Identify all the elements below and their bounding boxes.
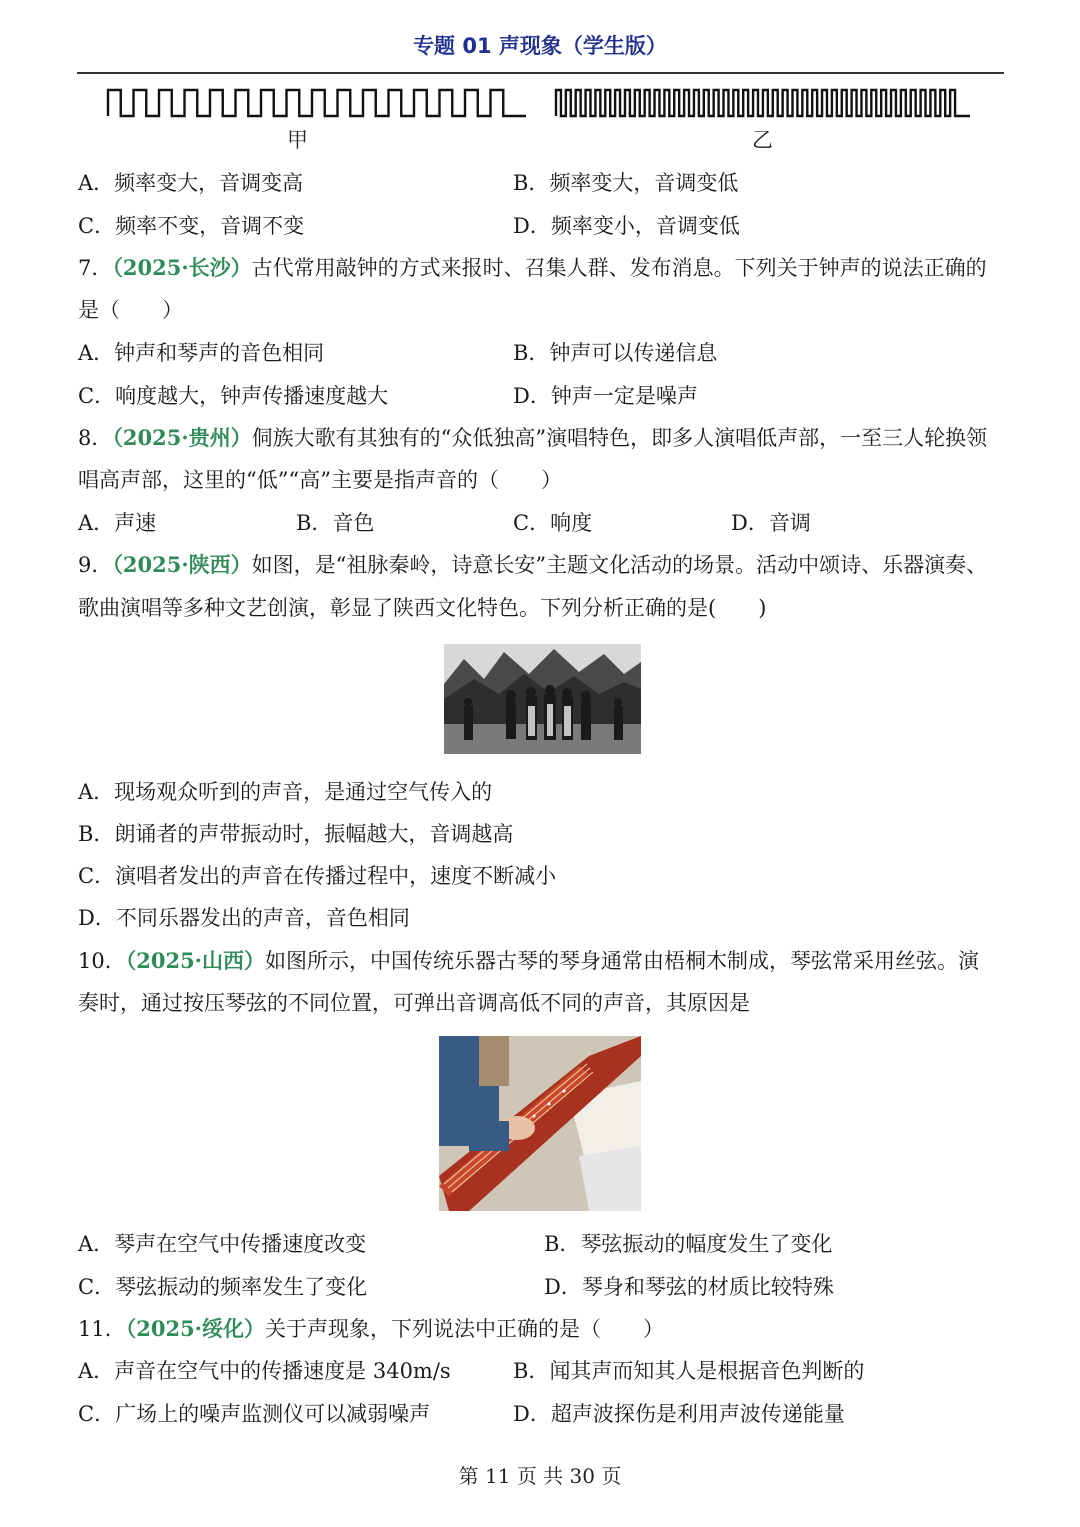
wave-figure-yi — [552, 86, 972, 120]
q7-stem-line2: 是（ ） — [78, 298, 183, 322]
q11-option-d[interactable]: D．超声波探伤是利用声波传递能量 — [513, 1402, 845, 1426]
q6-option-a[interactable]: A．频率变大，音调变高 — [78, 171, 304, 195]
q8-option-a[interactable]: A．声速 — [78, 511, 157, 535]
q10-option-b[interactable]: B．琴弦振动的幅度发生了变化 — [544, 1232, 833, 1256]
wave-label-yi: 乙 — [752, 128, 773, 152]
q6-option-b[interactable]: B．频率变大，音调变低 — [513, 171, 739, 195]
wave-figure-jia — [104, 86, 528, 120]
q11-stem-line1: 11．（2025·绥化）关于声现象，下列说法中正确的是（ ） — [78, 1316, 664, 1341]
q7-option-c[interactable]: C．响度越大，钟声传播速度越大 — [78, 384, 389, 408]
wave-left-path — [108, 90, 526, 116]
q9-stem-line2: 歌曲演唱等多种文艺创演，彰显了陕西文化特色。下列分析正确的是( ) — [78, 596, 767, 620]
q10-stem-line1: 10．（2025·山西）如图所示，中国传统乐器古琴的琴身通常由梧桐木制成，琴弦常采用丝弦。演 — [78, 948, 979, 973]
q10-option-c[interactable]: C．琴弦振动的频率发生了变化 — [78, 1275, 368, 1299]
q11-option-b[interactable]: B．闻其声而知其人是根据音色判断的 — [513, 1359, 865, 1383]
q9-option-d[interactable]: D．不同乐器发出的声音，音色相同 — [78, 906, 410, 930]
q8-option-d[interactable]: D．音调 — [731, 511, 811, 535]
q7-option-d[interactable]: D．钟声一定是噪声 — [513, 384, 698, 408]
q11-option-a[interactable]: A．声音在空气中的传播速度是 340m/s — [78, 1359, 451, 1383]
q9-stem-line1: 9．（2025·陕西）如图，是“祖脉秦岭，诗意长安”主题文化活动的场景。活动中颂诗、乐器演奏、 — [78, 552, 988, 577]
q8-option-b[interactable]: B．音色 — [296, 511, 375, 535]
q9-option-b[interactable]: B．朗诵者的声带振动时，振幅越大，音调越高 — [78, 822, 514, 846]
q8-source: （2025·贵州） — [112, 425, 252, 450]
q9-option-c[interactable]: C．演唱者发出的声音在传播过程中，速度不断减小 — [78, 864, 557, 888]
q6-option-c[interactable]: C．频率不变，音调不变 — [78, 214, 305, 238]
page-title: 专题 01 声现象（学生版） — [413, 34, 667, 58]
q10-guqin-image — [439, 1036, 641, 1211]
wave-right-path — [556, 90, 970, 116]
q7-source: （2025·长沙） — [112, 255, 252, 280]
page-number: 第 11 页 共 30 页 — [458, 1464, 622, 1488]
q6-option-d[interactable]: D．频率变小，音调变低 — [513, 214, 740, 238]
q7-stem-line1: 7．（2025·长沙）古代常用敲钟的方式来报时、召集人群、发布消息。下列关于钟声的说法正确的 — [78, 255, 987, 280]
q8-stem-line1: 8．（2025·贵州）侗族大歌有其独有的“众低独高”演唱特色，即多人演唱低声部，一至三人轮换领 — [78, 425, 988, 450]
q8-option-c[interactable]: C．响度 — [513, 511, 593, 535]
q7-option-b[interactable]: B．钟声可以传递信息 — [513, 341, 718, 365]
q11-source: （2025·绥化） — [125, 1316, 265, 1341]
q10-option-a[interactable]: A．琴声在空气中传播速度改变 — [78, 1232, 367, 1256]
q9-source: （2025·陕西） — [112, 552, 252, 577]
q10-option-d[interactable]: D．琴身和琴弦的材质比较特殊 — [544, 1275, 834, 1299]
header-divider — [77, 72, 1004, 74]
q8-stem-line2: 唱高声部，这里的“低”“高”主要是指声音的（ ） — [78, 468, 562, 492]
q9-option-a[interactable]: A．现场观众听到的声音，是通过空气传入的 — [78, 780, 493, 804]
q10-stem-line2: 奏时，通过按压琴弦的不同位置，可弹出音调高低不同的声音，其原因是 — [78, 991, 750, 1015]
q11-option-c[interactable]: C．广场上的噪声监测仪可以减弱噪声 — [78, 1402, 431, 1426]
q10-source: （2025·山西） — [125, 948, 265, 973]
q9-scene-image — [444, 644, 641, 754]
wave-label-jia: 甲 — [287, 128, 308, 152]
q7-option-a[interactable]: A．钟声和琴声的音色相同 — [78, 341, 325, 365]
